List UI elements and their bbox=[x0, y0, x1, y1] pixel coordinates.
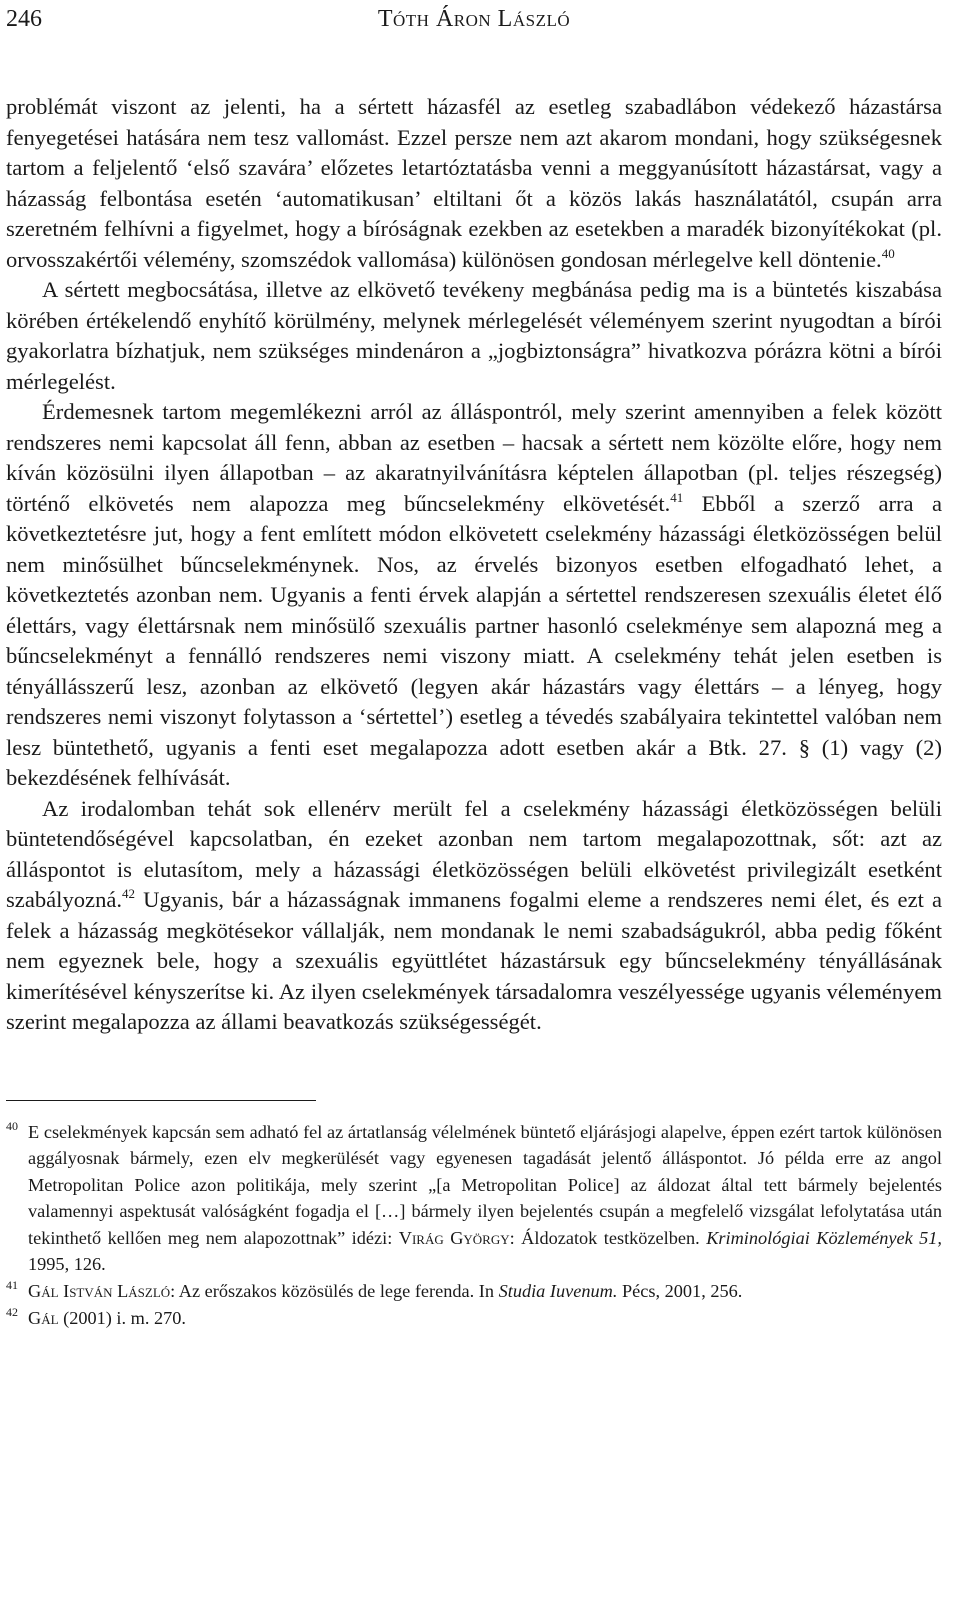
footnote-title: : Áldozatok testközelben. bbox=[509, 1227, 707, 1248]
footnote-journal: Studia Iuvenum. bbox=[498, 1281, 618, 1302]
page bbox=[6, 0, 942, 1331]
footnote-author: Gál István László bbox=[28, 1281, 171, 1302]
footnote-journal: Kriminológiai Közlemények 51, bbox=[706, 1227, 943, 1248]
footnote-ref-41[interactable]: 41 bbox=[670, 489, 684, 505]
footnote-number: 40 bbox=[6, 1118, 18, 1133]
footnote-40 bbox=[6, 1119, 942, 1279]
running-head: Tóth Áron László bbox=[377, 6, 571, 32]
footnote-ref-40[interactable]: 40 bbox=[881, 245, 895, 261]
footnotes bbox=[6, 1119, 942, 1332]
paragraph-3-part1: Érdemesnek tartom megemlékezni arról az álláspontról, mely szerint amennyiben a felek között rendszeres nemi kapcsolat áll fenn, abban az esetben – hacsak a sértett nem közölte előre, hogy nem kíván közösülni ilyen állapotban – az akaratnyilvánításra képtelen állapotban (pl. teljes részegség) történő elkövetés nem alapozza meg bűncselekmény elkövetését. bbox=[6, 399, 942, 516]
footnote-author: Gál bbox=[28, 1307, 59, 1328]
footnote-tail: (2001) i. m. 270. bbox=[58, 1307, 186, 1328]
paragraph-4 bbox=[6, 794, 942, 1038]
page-number: 246 bbox=[6, 6, 42, 32]
paragraph-4-part1: Az irodalomban tehát sok ellenérv merült fel a cselekmény házassági életközösségen belüli büntetendőségével kapcsolatban, én ezeket azonban nem tartom megalapozottnak, sőt: azt az álláspontot is elutasítom, mely a házassági életközösségen belüli elkövetést privilegizált esetként szabályozná. bbox=[6, 795, 942, 912]
footnote-42 bbox=[6, 1305, 942, 1332]
footnote-tail: Pécs, 2001, 256. bbox=[617, 1281, 743, 1302]
footnote-number: 41 bbox=[6, 1278, 18, 1293]
footnote-41 bbox=[6, 1278, 942, 1305]
footnote-divider bbox=[6, 1100, 316, 1101]
body-text bbox=[6, 92, 942, 1038]
paragraph-3-part2: Ebből a szerző arra a következtetésre jut, hogy a fent említett módon elkövetett cselekmény házassági életközösségen belül nem minősülhet bűncselekménynek. Nos, az érvelés bizonyos esetben elfogadható lehet, a következtetés azonban nem. Ugyanis a fenti érvek alapján a sértettel rendszeresen szexuális életet élő élettárs, vagy élettársnak nem minősülő szexuális partner hasonló cselekménye sem alapozná meg a bűncselekményt a fennálló rendszeres nemi viszony miatt. A cselekmény tehát jelen esetben is tényállásszerű lesz, azonban az elkövető (legyen akár házastárs vagy élettárs – a lényeg, hogy rendszeres nemi viszonyt folytasson a ‘sértettel’) esetleg a tévedés szabályaira tekintettel valóban nem lesz büntethető, ugyanis a fenti eset megalapozza adott esetben akár a Btk. 27. § (1) vagy (2) bekezdésének felhívását. bbox=[6, 490, 942, 790]
footnote-text: : Az erőszakos közösülés de lege ferenda. In bbox=[170, 1281, 499, 1302]
footnote-number: 42 bbox=[6, 1304, 18, 1319]
footnote-tail: 1995, 126. bbox=[28, 1254, 106, 1275]
paragraph-1-text: problémát viszont az jelenti, ha a sértett házasfél az esetleg szabadlábon védekező házastársa fenyegetései hatására nem tesz vallomást. Ezzel persze nem azt akarom mondani, hogy szükségesnek tartom a feljelentő ‘első szavára’ előzetes letartóztatásba venni a meggyanúsított házastársat, vagy a házasság felbontása esetén ‘automatikusan’ eltiltani őt a közös lakás használatától, csupán arra szeretném felhívni a figyelmet, hogy a bíróságnak ezekben az esetekben a maradék bizonyítékokat (pl. orvosszakértői vélemény, szomszédok vallomása) különösen gondosan mérlegelve kell döntenie. bbox=[6, 94, 942, 272]
paragraph-3 bbox=[6, 397, 942, 794]
page-header bbox=[6, 6, 942, 46]
paragraph-2: A sértett megbocsátása, illetve az elkövető tevékeny megbánása pedig ma is a büntetés kiszabása körében értékelendő enyhítő körülmény, melynek mérlegelését véleményem szerint nyugodtan a bírói gyakorlatra bízhatjuk, nem szükséges mindenáron a „jogbiztonságra” hivatkozva pórázra kötni a bírói mérlegelést. bbox=[6, 277, 942, 394]
footnote-text: E cselekmények kapcsán sem adható fel az ártatlanság vélelmének büntető eljárásjogi alapelve, éppen ezért tartok különösen aggályosnak bármely, ezen elv megkerülését vagy egyenesen tagadását jelentő álláspontot. Jó példa erre az angol Metropolitan Police azon politikája, mely szerint „[a Metropolitan Police] az áldozat által tett bármely bejelentés valamennyi aspektusát valóságként fogadja el […] bármely ilyen bejelentés csupán a megfelelő vizsgálat lefolytatása után tekinthető kellően meg nem alapozottnak” idézi: bbox=[28, 1121, 942, 1248]
footnote-ref-42[interactable]: 42 bbox=[122, 886, 136, 901]
paragraph-4-part2: Ugyanis, bár a házasságnak immanens fogalmi eleme a rendszeres nemi élet, és ezt a felek a házasság megkötésekor vállalják, nem mondanak le nemi szabadságukról, abba pedig főként nem egyeznek bele, hogy a szexuális együttlétet házastársuk egy bűncselekmény tényállásának kimerítésével kényszerítse ki. Az ilyen cselekmények társadalomra veszélyessége ugyanis véleményem szerint megalapozza az állami beavatkozás szükségességét. bbox=[6, 887, 942, 1034]
paragraph-1 bbox=[6, 92, 942, 275]
footnote-author: Virág György bbox=[398, 1227, 510, 1248]
